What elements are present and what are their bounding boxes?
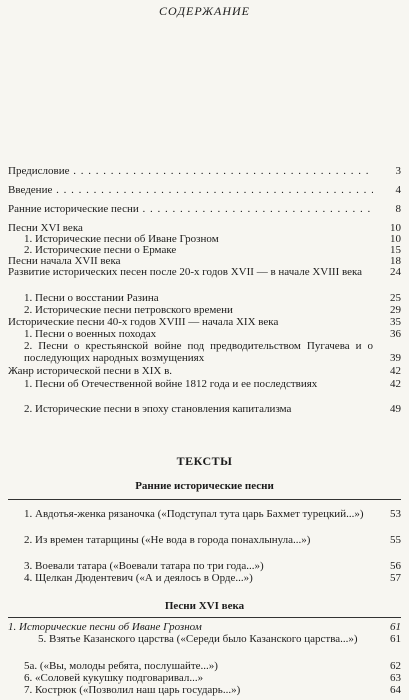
- toc-entry-page: 42: [390, 365, 401, 377]
- toc-entry-page: 10: [390, 233, 401, 245]
- text-entry-page: 61: [390, 621, 401, 633]
- early-songs-title: Ранние исторические песни: [135, 480, 274, 492]
- toc-entry: [8, 204, 401, 216]
- text-entry-text: 1. Авдотья-женка рязаночка («Подступал тута царь Бахмет турецкий...»): [24, 508, 364, 520]
- text-entry-text: 4. Щелкан Дюдентевич («А и деялось в Орде...»): [24, 572, 253, 584]
- text-entry: [24, 561, 401, 573]
- toc-entry: [8, 166, 401, 178]
- text-entry-page: 64: [390, 684, 401, 696]
- toc-entry-text: 1. Песни об Отечественной войне 1812 года и ее последствиях: [24, 378, 318, 390]
- toc-entry-text: Ранние исторические песни . . .: [8, 204, 373, 216]
- toc-entry-text: Развитие исторических песен после 20-х годов XVII — в начале XVIII века: [8, 266, 363, 278]
- toc-entry: [8, 185, 401, 197]
- toc-entry-text: 2. Исторические песни петровского времени: [24, 304, 233, 316]
- text-entry-text: 5а. («Вы, молоды ребята, послушайте...»): [24, 660, 218, 672]
- toc-entry-text: Введение . . .: [8, 185, 373, 197]
- text-entry-page: 57: [390, 572, 401, 584]
- text-entry: [8, 622, 401, 634]
- toc-entry-page: 49: [390, 403, 401, 415]
- toc-entry-page: 4: [395, 184, 401, 196]
- toc-entry-text: 2. Исторические песни в эпоху становления капитализма: [24, 403, 292, 415]
- toc-entry-text: Песни начала XVII века: [8, 255, 121, 267]
- text-entry: [24, 573, 401, 585]
- text-entry-page: 62: [390, 660, 401, 672]
- text-entry-page: 61: [390, 633, 401, 645]
- toc-entry-page: 18: [390, 255, 401, 267]
- section-divider: [8, 499, 401, 500]
- toc-entry-text: Песни XVI века: [8, 222, 83, 234]
- toc-entry: [8, 317, 401, 329]
- toc-entry: [24, 293, 401, 305]
- text-entry: [38, 634, 401, 646]
- text-entry-page: 56: [390, 560, 401, 572]
- text-entry-text: 2. Из времен татарщины («Не вода в города понахлынула...»): [24, 534, 311, 546]
- section-divider: [8, 617, 401, 618]
- text-entry: [24, 509, 401, 521]
- toc-entry-page: 42: [390, 378, 401, 390]
- toc-entry-text: 2. Песни о крестьянской войне под предводительством Пугачева и о последующих народных возмущениях: [24, 340, 373, 364]
- text-entry-text: 5. Взятье Казанского царства («Середи было Казанского царства...»): [38, 633, 358, 645]
- toc-entry-text: 1. Исторические песни об Иване Грозном: [24, 233, 219, 245]
- text-entry-text: 7. Кострюк («Позволил наш царь государь...»): [24, 684, 241, 696]
- text-entry-text: 1. Исторические песни об Иване Грозном: [8, 621, 202, 633]
- toc-entry: [24, 329, 401, 341]
- toc-entry: [8, 366, 401, 378]
- toc-entry: [24, 305, 401, 317]
- toc-entry-text: 1. Песни о военных походах: [24, 328, 157, 340]
- text-entry-page: 63: [390, 672, 401, 684]
- text-entry-text: 6. «Соловей кукушку подговаривал...»: [24, 672, 204, 684]
- text-entry: [24, 535, 401, 547]
- xvi-songs-title: Песни XVI века: [164, 600, 245, 612]
- toc-entry-page: 3: [395, 165, 401, 177]
- toc-entry-page: 8: [395, 203, 401, 215]
- text-entry-page: 55: [390, 534, 401, 546]
- toc-entry-page: 35: [390, 316, 401, 328]
- text-entry: [24, 661, 401, 673]
- toc-entry: [24, 341, 401, 364]
- toc-entry-text: 1. Песни о восстании Разина: [24, 292, 159, 304]
- toc-entry-page: 39: [390, 351, 401, 364]
- page-title: СОДЕРЖАНИЕ: [158, 4, 251, 18]
- toc-entry: [24, 379, 401, 391]
- text-entry-text: 3. Воевали татара («Воевали татара по три года...»): [24, 560, 264, 572]
- toc-entry: [8, 267, 401, 279]
- toc-entry-text: Исторические песни 40-х годов XVIII — начала XIX века: [8, 316, 279, 328]
- texts-title: ТЕКСТЫ: [176, 454, 233, 468]
- toc-entry-page: 15: [390, 244, 401, 256]
- toc-entry-page: 10: [390, 222, 401, 234]
- toc-entry-text: 2. Исторические песни о Ермаке: [24, 244, 177, 256]
- toc-entry-page: 24: [390, 266, 401, 278]
- toc-entry-text: Предисловие . . .: [8, 166, 373, 178]
- toc-entry-text: Жанр исторической песни в XIX в.: [8, 365, 173, 377]
- text-entry: [24, 685, 401, 697]
- toc-entry-page: 25: [390, 292, 401, 304]
- text-entry: [24, 673, 401, 685]
- toc-entry-page: 36: [390, 328, 401, 340]
- toc-entry: [24, 404, 401, 416]
- text-entry-page: 53: [390, 508, 401, 520]
- toc-entry-page: 29: [390, 304, 401, 316]
